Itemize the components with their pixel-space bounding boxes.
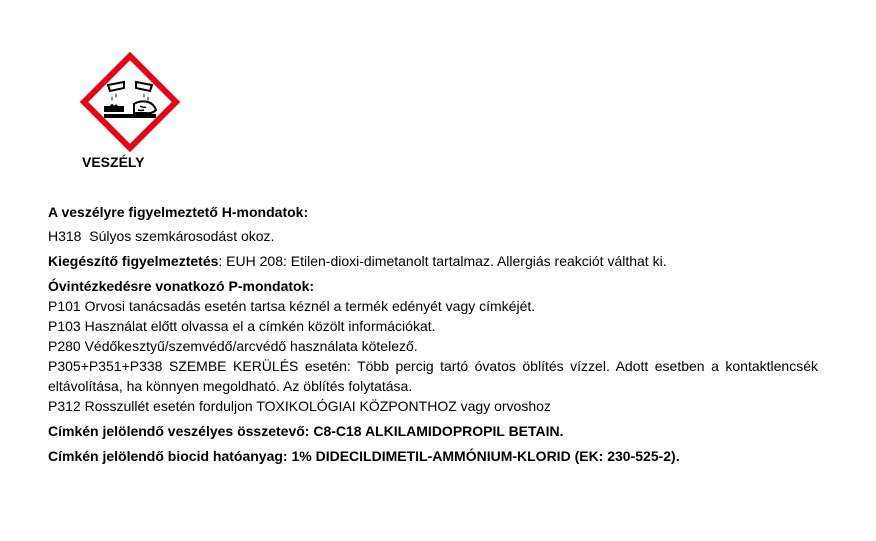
ghs05-corrosion-icon: [80, 52, 180, 152]
p-statement: P305+P351+P338 SZEMBE KERÜLÉS esetén: Több percig tartó óvatos öblítés vízzel. Adott esetben a kontaktlencsék eltávolítása, ha könnyen megoldható. Az öblítés folytatása.: [48, 358, 818, 394]
p-statement: P312 Rosszullét esetén forduljon TOXIKOLÓGIAI KÖZPONTHOZ vagy orvoshoz: [48, 398, 551, 414]
h-statement-code: H318: [48, 228, 82, 244]
h-statement: [48, 226, 818, 246]
hazardous-component: Címkén jelölendő veszélyes összetevő: C8-C18 ALKILAMIDOPROPIL BETAIN.: [48, 423, 564, 439]
h-statement-text: Súlyos szemkárosodást okoz.: [89, 228, 275, 244]
biocide-active-substance: Címkén jelölendő biocid hatóanyag: 1% DIDECILDIMETIL-AMMÓNIUM-KLORID (EK: 230-525-2).: [48, 448, 680, 464]
p-statement: P280 Védőkesztyű/szemvédő/arcvédő használata kötelező.: [48, 338, 418, 354]
p-statement: P101 Orvosi tanácsadás esetén tartsa kéznél a termék edényét vagy címkéjét.: [48, 298, 536, 314]
supplementary-statement: [48, 251, 818, 271]
label-text: [48, 202, 818, 466]
supplementary-text: : EUH 208: Etilen-dioxi-dimetanolt tartalmaz. Allergiás reakciót válthat ki.: [218, 253, 667, 269]
h-statements-heading: A veszélyre figyelmeztető H-mondatok:: [48, 204, 309, 220]
ghs-corrosion-pictogram: [80, 52, 180, 152]
supplementary-label: Kiegészítő figyelmeztetés: [48, 253, 219, 269]
p-statements-heading: Óvintézkedésre vonatkozó P-mondatok:: [48, 278, 315, 294]
p-statement: P103 Használat előtt olvassa el a címkén közölt információkat.: [48, 318, 436, 334]
signal-word: VESZÉLY: [82, 154, 145, 170]
